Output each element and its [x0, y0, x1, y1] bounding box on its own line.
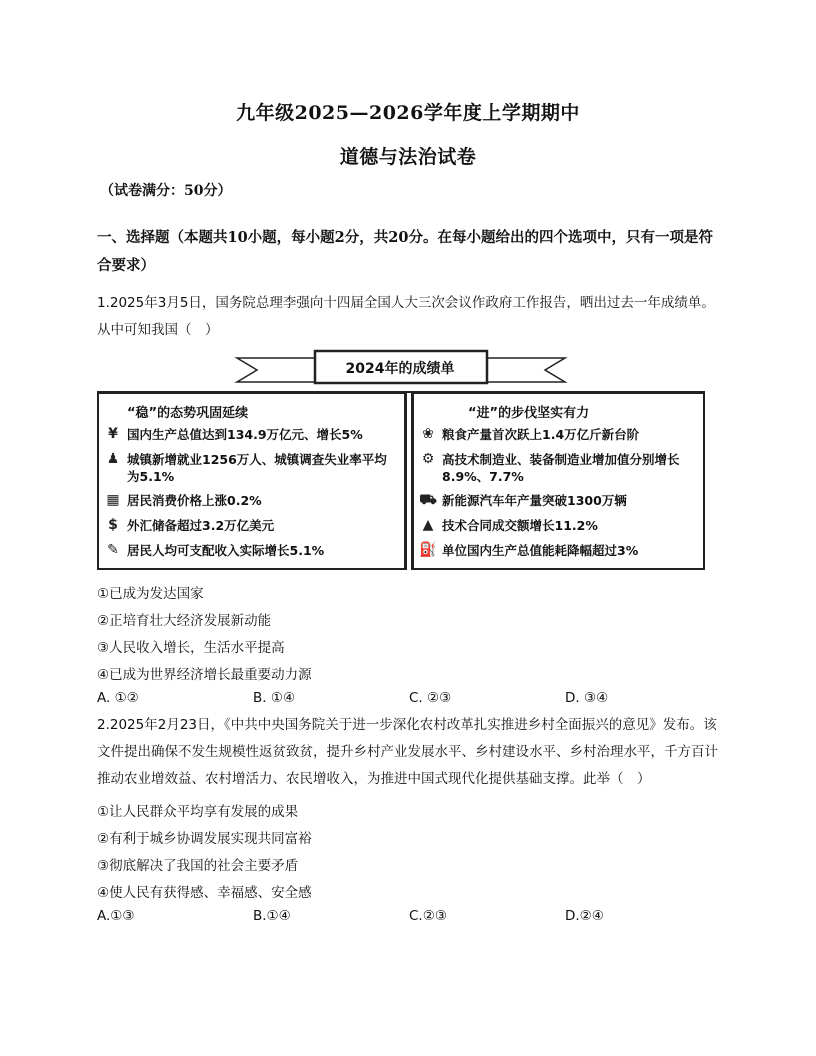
price-icon: ▦	[106, 492, 120, 508]
gear-icon: ⚙	[421, 451, 435, 467]
choice-a: A. ①②	[97, 690, 139, 706]
left-item: ¥ 国内生产总值达到134.9万亿元、增长5%	[103, 426, 397, 443]
section-heading: 一、选择题（本题共10小题，每小题2分，共20分。在每小题给出的四个选项中，只有一项是符合要求）	[97, 229, 713, 274]
left-item: ✎ 居民人均可支配收入实际增长5.1%	[103, 542, 397, 559]
right-item: ▲ 技术合同成交额增长11.2%	[418, 517, 704, 534]
choice-c: C. ②③	[409, 690, 452, 706]
question-1-stem: 1.2025年3月5日，国务院总理李强向十四届全国人大三次会议作政府工作报告，晒出过去一年成绩单。从中可知我国（ ）	[97, 295, 715, 338]
q2-option: ①让人民群众平均享有发展的成果	[97, 804, 299, 820]
choice-b: B. ①④	[253, 690, 296, 706]
choice-b: B.①④	[253, 908, 291, 924]
q2-choices	[97, 908, 717, 928]
right-panel	[411, 392, 705, 570]
right-item: ❀ 粮食产量首次跃上1.4万亿斤新台阶	[418, 426, 704, 443]
left-item: ♟ 城镇新增就业1256万人、城镇调查失业率平均为5.1%	[103, 451, 397, 485]
exam-title: 九年级2025—2026学年度上学期期中	[236, 102, 580, 124]
exam-subtitle: 道德与法治试卷	[339, 146, 477, 168]
left-item: $ 外汇储备超过3.2万亿美元	[103, 517, 397, 534]
choice-d: D. ③④	[565, 690, 609, 706]
choice-a: A.①③	[97, 908, 135, 924]
left-panel-heading: “稳”的态势巩固延续	[127, 406, 249, 421]
report-card-image	[97, 348, 705, 574]
grain-icon: ❀	[422, 426, 434, 442]
reserve-icon: $	[108, 517, 118, 533]
q1-option: ③人民收入增长，生活水平提高	[97, 640, 285, 656]
q1-option: ④已成为世界经济增长最重要动力源	[97, 667, 312, 683]
energy-icon: ⛽	[419, 542, 437, 558]
q2-option: ④使人民有获得感、幸福感、安全感	[97, 885, 312, 901]
left-item: ▦ 居民消费价格上涨0.2%	[103, 492, 397, 509]
income-icon: ✎	[107, 542, 119, 558]
q1-option: ①已成为发达国家	[97, 586, 204, 602]
question-2-stem: 2.2025年2月23日，《中共中央国务院关于进一步深化农村改革扎实推进乡村全面振兴的意见》发布。该文件提出确保不发生规模性返贫致贫，提升乡村产业发展水平、乡村建设水平、乡村治理水平，千方百计推动农业增效益、农村增活力、农民增收入，为推进中国式现代化提供基础支撑。此举（ ）	[97, 717, 718, 787]
score-note: （试卷满分：50分）	[100, 183, 232, 199]
q2-option: ②有利于城乡协调发展实现共同富裕	[97, 831, 312, 847]
banner-title: 2024年的成绩单	[345, 361, 455, 377]
choice-c: C.②③	[409, 908, 447, 924]
right-item: ⛽ 单位国内生产总值能耗降幅超过3%	[419, 542, 639, 558]
worker-icon: ♟	[106, 451, 120, 467]
q1-option: ②正培育壮大经济发展新动能	[97, 613, 272, 629]
q1-choices	[97, 690, 717, 710]
right-panel-heading: “进”的步伐坚实有力	[468, 406, 590, 421]
choice-d: D.②④	[565, 908, 604, 924]
right-item: ⚙ 高技术制造业、装备制造业增加值分别增长8.9%、7.7%	[418, 451, 704, 485]
right-item: ⛟ 新能源汽车年产量突破1300万辆	[419, 492, 627, 508]
car-icon: ⛟	[419, 492, 437, 508]
left-panel	[97, 392, 407, 570]
q2-option: ③彻底解决了我国的社会主要矛盾	[97, 858, 299, 874]
chart-icon: ▲	[422, 517, 434, 533]
coin-icon: ¥	[108, 426, 118, 442]
